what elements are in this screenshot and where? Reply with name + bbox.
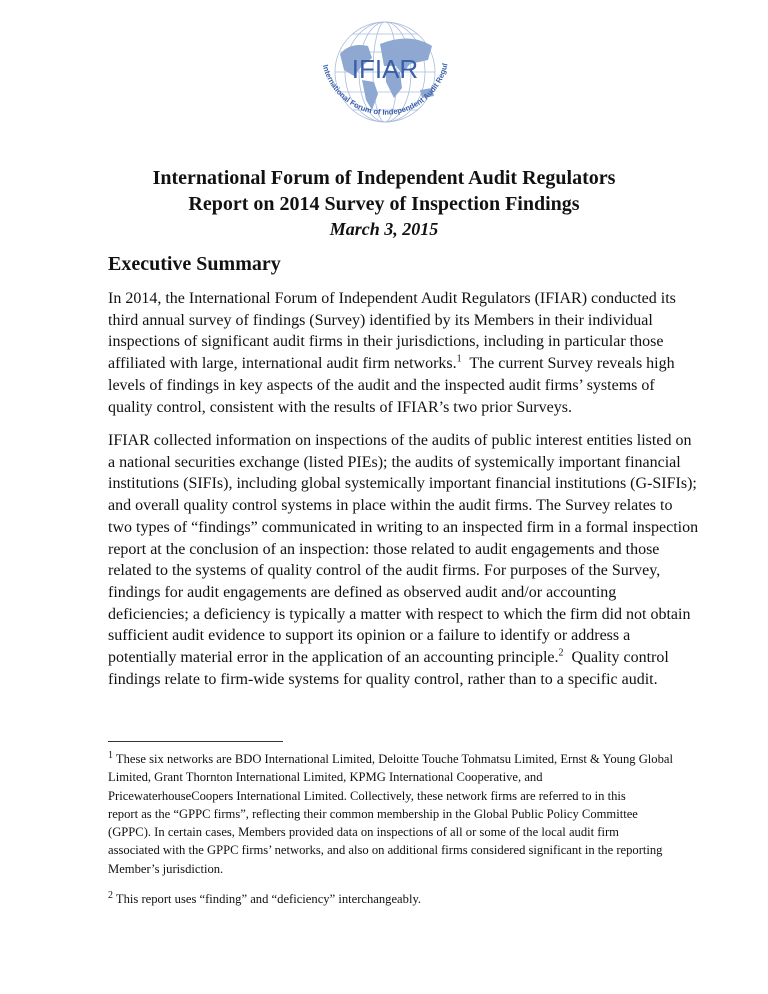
- report-date: March 3, 2015: [329, 219, 439, 239]
- footnote-divider: [108, 741, 283, 742]
- paragraph-1: [108, 288, 676, 418]
- text-line: deficiencies; a deficiency is typically a matter with respect to which the firm did not obtain: [108, 605, 691, 623]
- svg-text:International Forum of Indepen: International Forum of Independent Audit Regul: [320, 62, 450, 117]
- footnote-ref-1[interactable]: 1: [456, 353, 462, 365]
- footnote-1: [108, 750, 673, 878]
- text-line: (GPPC). In certain cases, Members provided data on inspections of all or some of the local audit firm: [108, 825, 619, 840]
- text-segment: The current Survey reveals high: [461, 355, 675, 373]
- text-line: findings for audit engagements are defined as observed audit and/or accounting: [108, 583, 617, 601]
- text-line: [108, 353, 676, 375]
- text-line: sufficient audit evidence to support its opinion or a failure to identify or address a: [108, 627, 631, 645]
- text-line: [108, 890, 421, 908]
- text-line: levels of findings in key aspects of the audit and the inspected audit firms’ systems of: [108, 376, 655, 394]
- text-line: institutions (SIFIs), including global systemically important financial institutions (G-SIFIs);: [108, 475, 697, 493]
- footnote-mark: 2: [108, 889, 113, 901]
- text-line: [108, 647, 698, 669]
- report-title-line-2: Report on 2014 Survey of Inspection Findings: [188, 193, 580, 215]
- text-line: IFIAR collected information on inspections of the audits of public interest entities listed on: [108, 432, 692, 449]
- text-line: two types of “findings” communicated in writing to an inspected firm in a formal inspection: [108, 518, 699, 536]
- footnote-mark: 1: [108, 749, 113, 761]
- text-line: Limited, Grant Thornton International Limited, KPMG International Cooperative, and: [108, 770, 543, 785]
- text-line: a national securities exchange (listed PIEs); the audits of systemically important financial: [108, 453, 681, 471]
- text-line: inspections of significant audit firms in their jurisdictions, including in particular those: [108, 333, 664, 351]
- text-segment: These six networks are BDO International Limited, Deloitte Touche Tohmatsu Limited, Ernst & Young Global: [113, 752, 673, 766]
- text-segment: This report uses “finding” and “deficiency” interchangeably.: [113, 892, 422, 906]
- footnote-2: [108, 890, 421, 908]
- ifiar-logo: [300, 14, 470, 144]
- footnote-ref-2[interactable]: 2: [558, 647, 564, 659]
- text-line: quality control, consistent with the results of IFIAR’s two prior Surveys.: [108, 398, 572, 416]
- text-line: report at the conclusion of an inspection: those related to audit engagements and those: [108, 540, 660, 558]
- text-segment: potentially material error in the application of an accounting principle.: [108, 649, 559, 667]
- text-line: third annual survey of findings (Survey) identified by its Members in their individual: [108, 311, 653, 329]
- text-segment: Quality control: [563, 649, 669, 667]
- text-segment: affiliated with large, international audit firm networks.: [108, 355, 457, 373]
- text-line: associated with the GPPC firms’ networks, and also on additional firms considered significant in the reporting: [108, 843, 663, 858]
- text-line: PricewaterhouseCoopers International Limited. Collectively, these network firms are referred to in this: [108, 788, 626, 803]
- text-line: Member’s jurisdiction.: [108, 861, 224, 876]
- globe-logo-icon: [300, 14, 470, 144]
- text-line: and overall quality control systems in place within the audit firms. The Survey relates to: [108, 497, 673, 515]
- svg-text:IFIAR: IFIAR: [351, 54, 419, 84]
- report-title-line-1: International Forum of Independent Audit Regulators: [152, 167, 616, 189]
- section-heading: Executive Summary: [108, 253, 281, 275]
- text-line: [108, 750, 673, 768]
- paragraph-2: [108, 430, 698, 690]
- text-line: In 2014, the International Forum of Independent Audit Regulators (IFIAR) conducted its: [108, 290, 676, 307]
- text-line: findings relate to firm-wide systems for quality control, rather than to a specific audit.: [108, 670, 658, 688]
- text-line: related to the systems of quality control of the audit firms. For purposes of the Survey,: [108, 562, 661, 580]
- text-line: report as the “GPPC firms”, reflecting their common membership in the Global Public Policy Committee: [108, 806, 638, 821]
